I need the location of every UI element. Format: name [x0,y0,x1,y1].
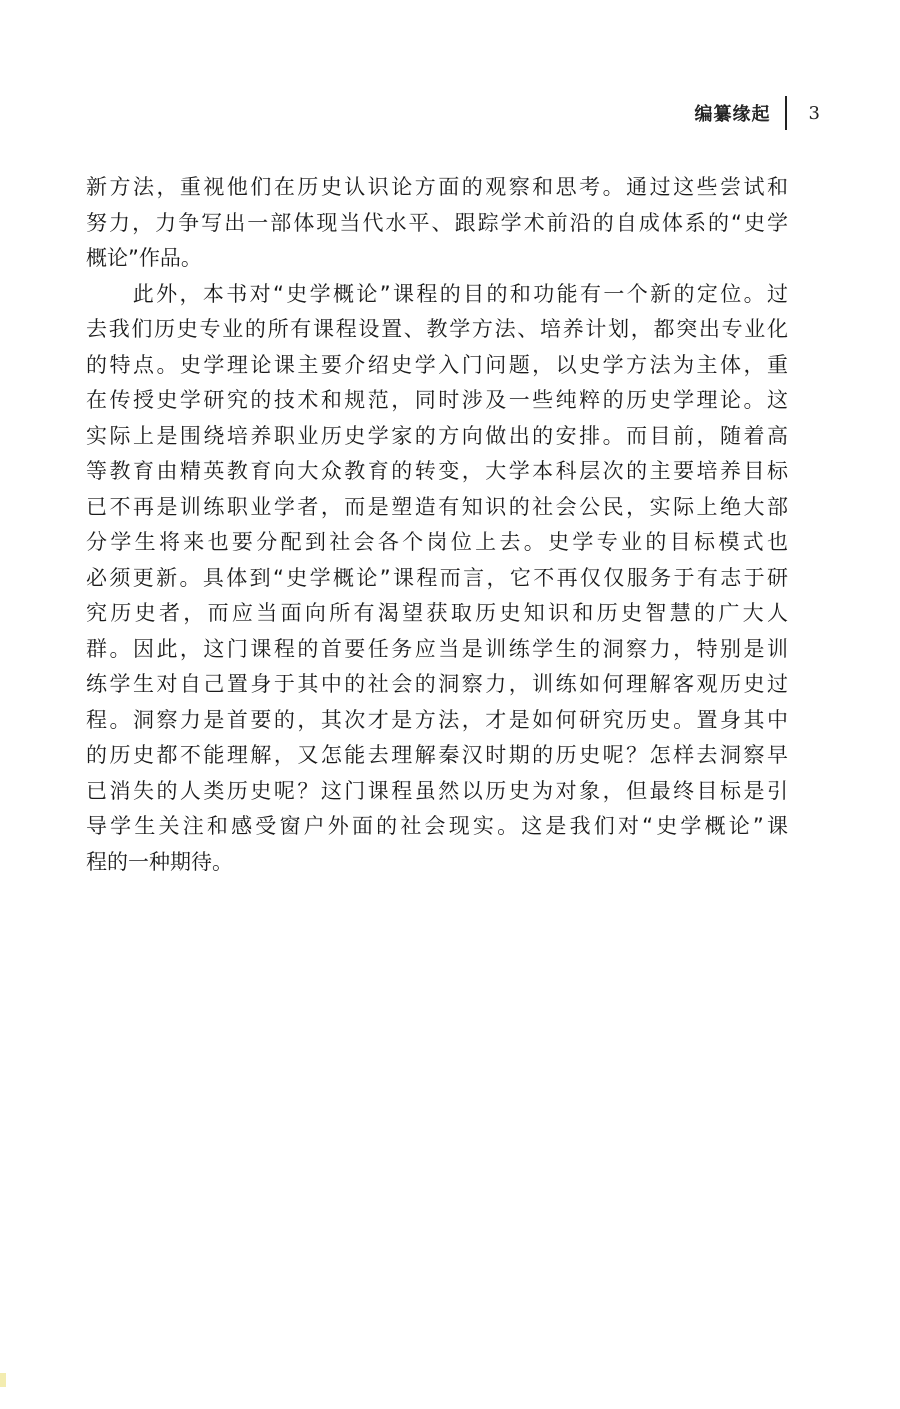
text-line: 等教育由精英教育向大众教育的转变，大学本科层次的主要培养目标 [86,459,788,483]
text-line: 分学生将来也要分配到社会各个岗位上去。史学专业的目标模式也 [86,530,788,554]
text-line: 的特点。史学理论课主要介绍史学入门问题，以史学方法为主体，重 [86,352,788,377]
text-line: 在传授史学研究的技术和规范，同时涉及一些纯粹的历史学理论。这 [86,388,788,412]
running-head [695,96,820,130]
running-title: 编纂缘起 [694,104,771,125]
text-line: 新方法，重视他们在历史认识论方面的观察和思考。通过这些尝试和 [86,175,788,199]
text-line: 练学生对自己置身于其中的社会的洞察力，训练如何理解客观历史过 [86,672,788,696]
header-divider [785,96,787,130]
text-line: 努力，力争写出一部体现当代水平、跟踪学术前沿的自成体系的“史学 [86,210,788,235]
scan-corner-mark [0,1373,6,1387]
text-line: 程的一种期待。 [86,849,233,874]
text-line: 导学生关注和感受窗户外面的社会现实。这是我们对“史学概论”课 [86,814,788,838]
text-line: 概论”作品。 [86,246,202,270]
page-number: 3 [808,102,820,124]
text-line: 必须更新。具体到“史学概论”课程而言，它不再仅仅服务于有志于研 [86,565,788,590]
text-line: 已不再是训练职业学者，而是塑造有知识的社会公民，实际上绝大部 [86,494,788,519]
text-line: 群。因此，这门课程的首要任务应当是训练学生的洞察力，特别是训 [86,636,788,661]
text-line: 实际上是围绕培养职业历史学家的方向做出的安排。而目前，随着高 [86,423,788,448]
text-line: 此外，本书对“史学概论”课程的目的和功能有一个新的定位。过 [86,281,788,306]
text-line: 程。洞察力是首要的，其次才是方法，才是如何研究历史。置身其中 [86,707,788,732]
text-line: 去我们历史专业的所有课程设置、教学方法、培养计划，都突出专业化 [86,317,788,341]
body-text [86,170,788,880]
text-line: 究历史者，而应当面向所有渴望获取历史知识和历史智慧的广大人 [86,601,788,625]
text-line: 的历史都不能理解，又怎能去理解秦汉时期的历史呢？怎样去洞察早 [86,743,788,767]
text-line: 已消失的人类历史呢？这门课程虽然以历史为对象，但最终目标是引 [86,778,788,803]
